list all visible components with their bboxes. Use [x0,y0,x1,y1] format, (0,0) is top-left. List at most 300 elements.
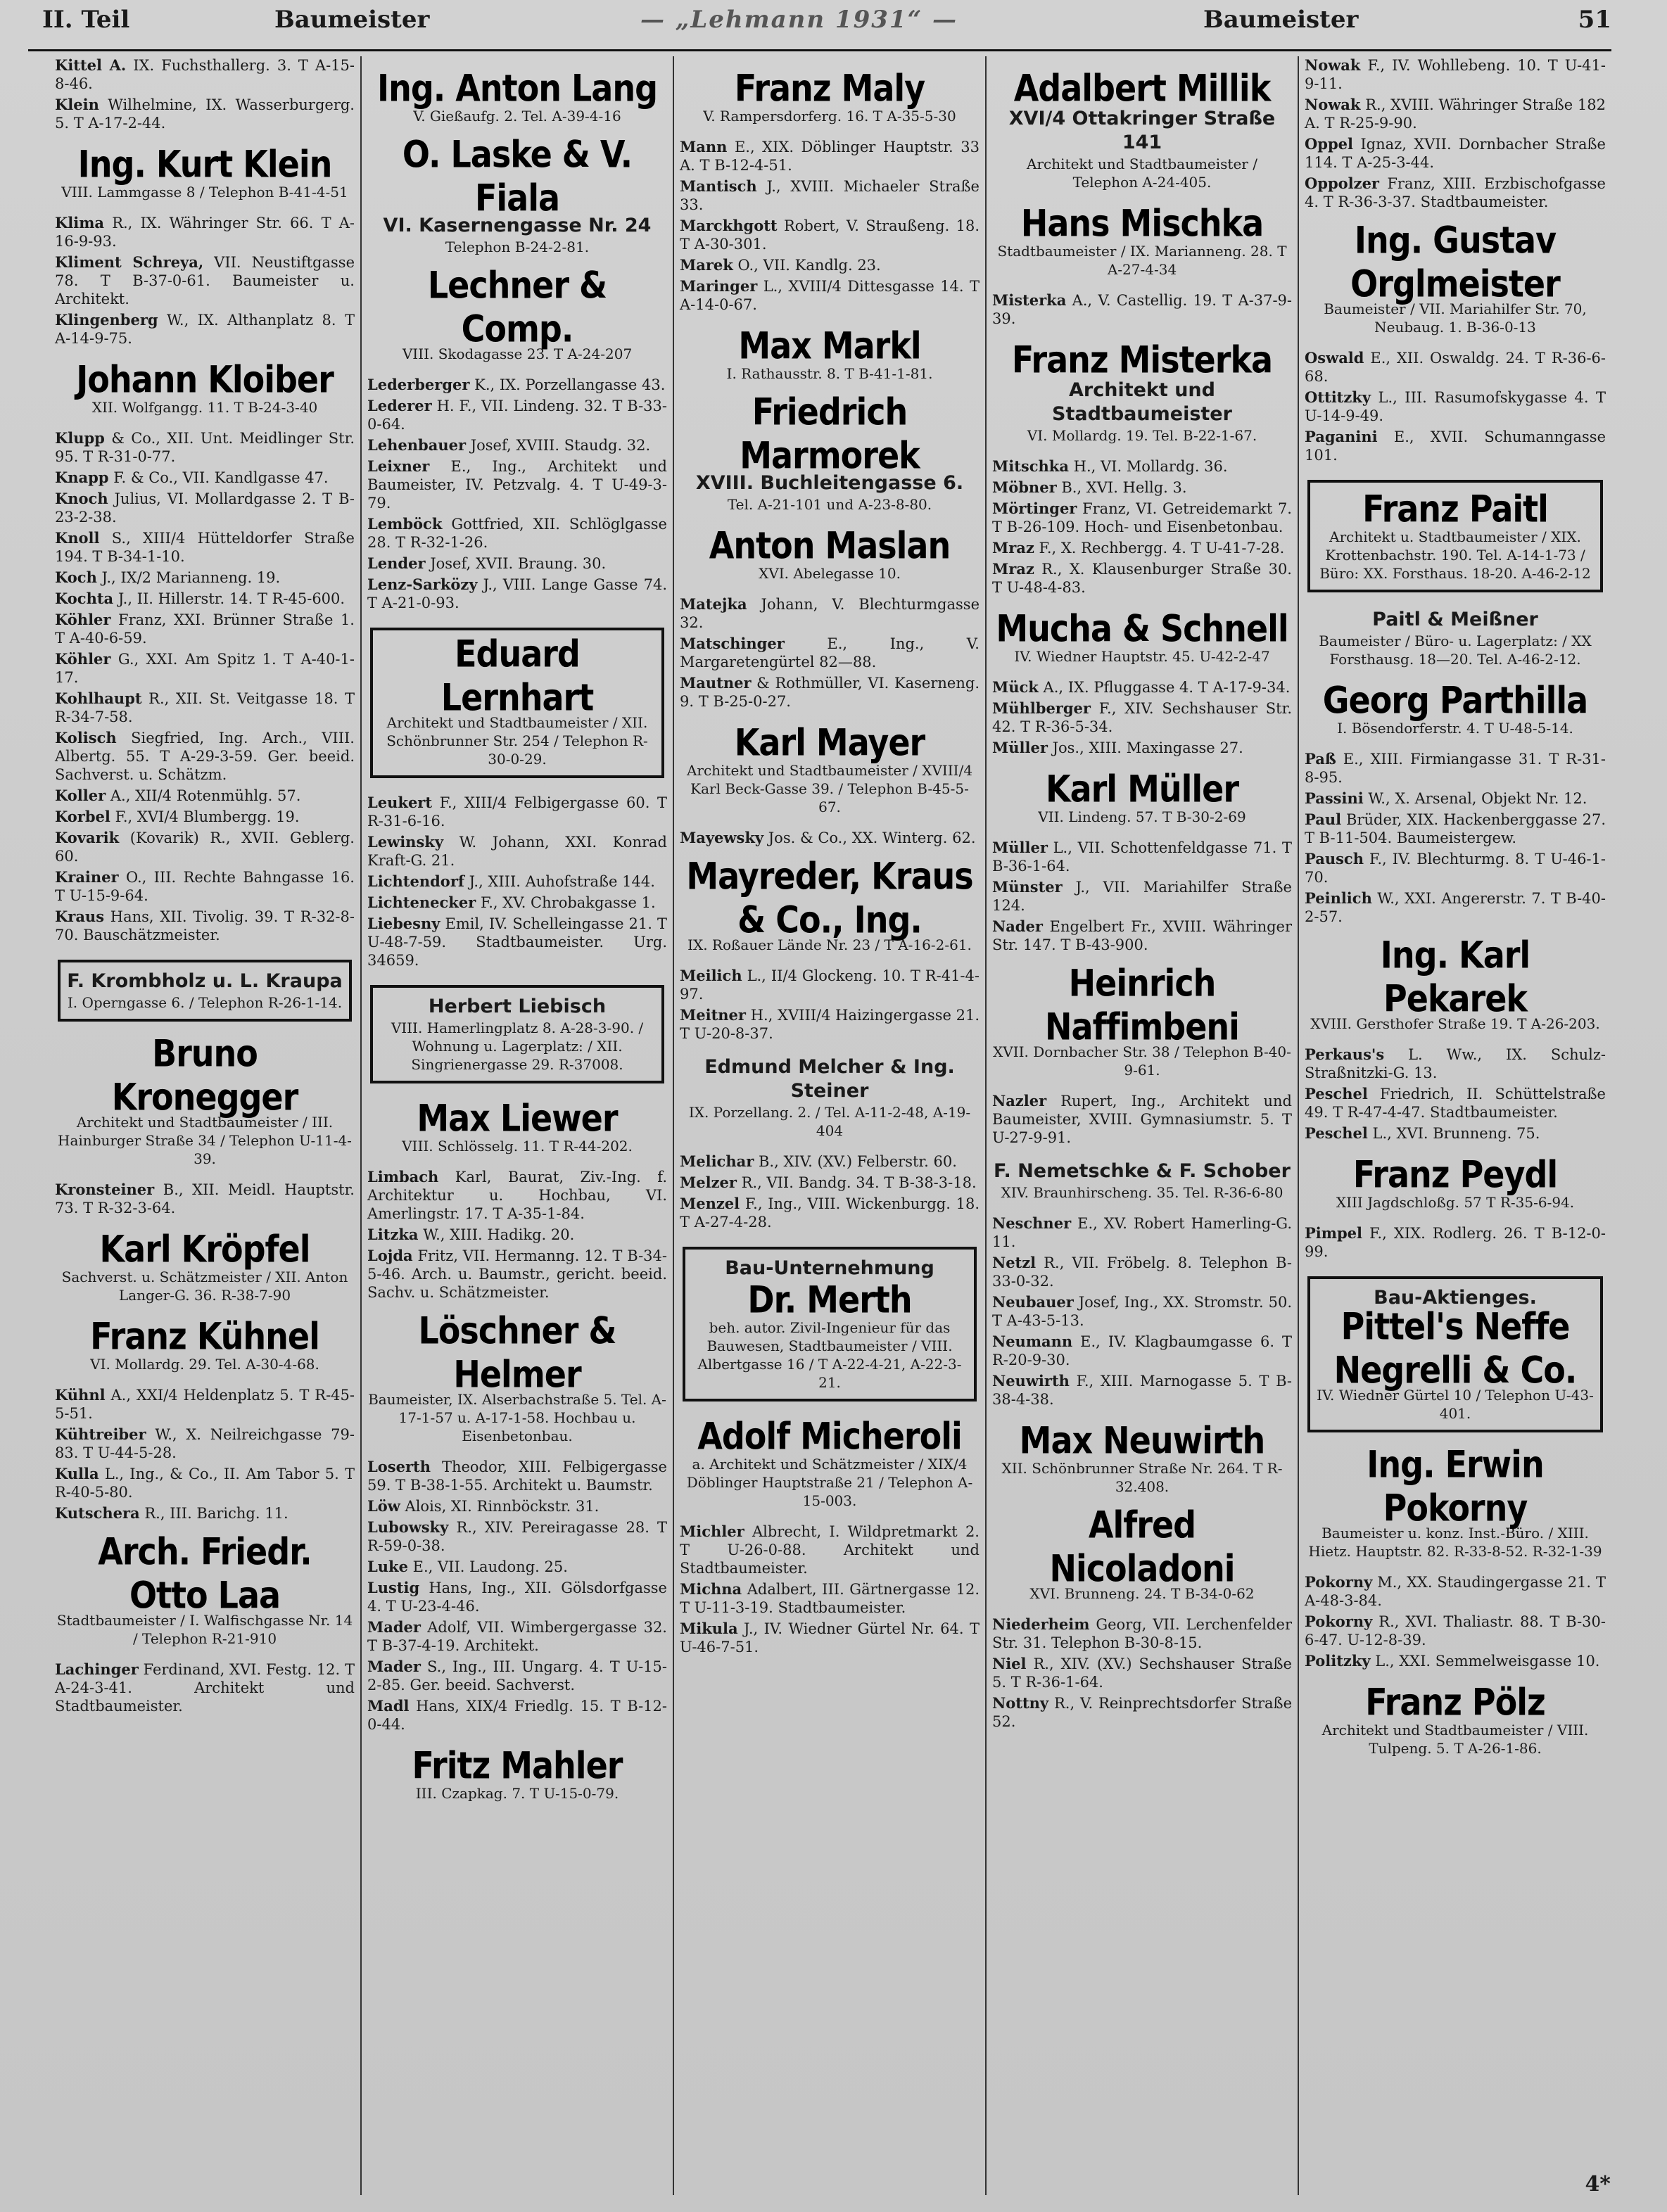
list-item [367,397,667,433]
advertisement [55,1314,355,1373]
ad-title: Johann Kloiber [76,357,334,402]
entry-details: E., IV. Klagbaumgasse 6. T R-20-9-30. [992,1333,1292,1368]
ad-details: Baumeister u. konz. Inst.-Büro. / XIII. Hietz. Hauptstr. 82. R-33-8-52. R-32-1-39 [1308,1525,1602,1560]
entry-name: Menzel [680,1195,740,1212]
ad-title: Franz Kühnel [90,1314,319,1359]
entry-name: Klupp [55,429,105,447]
entry-name: Knoch [55,490,108,507]
entry-name: Melichar [680,1152,754,1170]
entry-details: Wilhelmine, IX. Wasserburgerg. 5. T A-17-2-44. [55,96,355,132]
ad-details: Architekt und Stadtbaumeister / XVIII/4 Karl Beck-Gasse 39. / Telephon B-45-5-67. [686,762,973,815]
list-item [55,590,355,608]
advertisement [683,1247,977,1401]
entry-name: Matejka [680,595,747,613]
entry-details: F., XVI/4 Blumbergg. 19. [115,808,300,825]
entry-name: Lehenbauer [367,436,467,454]
entry-name: Kohlhaupt [55,689,142,707]
ad-details: VII. Lindeng. 57. T B-30-2-69 [1038,808,1246,825]
list-item [367,376,667,394]
ad-details: IV. Wiedner Gürtel 10 / Telephon U-43-401. [1317,1387,1594,1422]
entry-name: Lender [367,554,426,572]
list-item [55,868,355,905]
entry-details: R., III. Barichg. 11. [144,1505,289,1522]
entry-name: Melzer [680,1174,737,1191]
advertisement [1305,1152,1606,1212]
ad-details: XVI. Brunneng. 24. T B-34-0-62 [1029,1585,1255,1602]
list-item [1305,850,1606,886]
entry-name: Mraz [992,539,1034,557]
entry-details: R., VII. Fröbelg. 8. Telephon B-33-0-32. [992,1254,1292,1290]
entry-details: R., XIV. Pereiragasse 28. T R-59-0-38. [367,1519,668,1554]
list-item [680,829,980,847]
list-item [367,1579,667,1615]
advertisement [680,1413,980,1510]
ad-details: XII. Schönbrunner Straße Nr. 264. T R-32.408. [1001,1460,1283,1495]
entry-name: Misterka [992,291,1067,309]
advertisement [1307,1276,1603,1432]
ad-subtitle: Paitl & Meißner [1372,609,1538,630]
entry-name: Leukert [367,794,433,811]
list-item [55,650,355,687]
entry-name: Paul [1305,811,1342,828]
ad-title: Franz Paitl [1362,486,1548,531]
entry-details: S., Ing., III. Ungarg. 4. T U-15-2-85. Ger. beeid. Sachverst. [367,1658,668,1693]
advertisement [367,1743,667,1803]
advertisement [680,720,980,816]
list-item [367,1518,667,1555]
advertisement [680,853,980,954]
entry-details: L., III. Rasumofskygasse 4. T U-14-9-49. [1305,389,1606,424]
entry-name: Litzka [367,1226,419,1243]
entry-details: W., XXI. Angererstr. 7. T B-40-2-57. [1305,890,1606,925]
column-1 [49,56,362,2195]
list-item [680,967,980,1003]
entry-name: Pimpel [1305,1224,1363,1242]
entry-details: F. & Co., VII. Kandlgasse 47. [113,469,329,486]
entry-details: J., IV. Wiedner Gürtel Nr. 64. T U-46-7-51. [680,1620,980,1655]
ad-title: Ing. Anton Lang [376,65,657,110]
entry-name: Kraus [55,908,105,925]
list-item [680,674,980,711]
list-item [1305,428,1606,464]
entry-details: R., XVI. Thaliastr. 88. T B-30-6-47. U-12-8-39. [1305,1613,1606,1648]
list-item [992,878,1292,915]
list-item [55,787,355,805]
list-item [680,1620,980,1656]
list-item [992,500,1292,536]
list-item [680,635,980,671]
ad-subtitle: Bau-Aktienges. [1374,1287,1537,1309]
list-item [367,894,667,912]
entry-name: Nader [992,917,1043,935]
advertisement [680,389,980,514]
entry-name: Marek [680,256,733,274]
list-item [367,794,667,830]
entry-name: Ottitzky [1305,388,1371,406]
page-number: 51 [1578,6,1611,34]
list-item [367,1618,667,1655]
entry-details: F., IV. Blechturmg. 8. T U-46-1-70. [1305,851,1606,886]
advertisement [367,132,667,256]
list-item [55,1504,355,1523]
list-item [55,253,355,308]
list-item [55,1465,355,1501]
advertisement [55,1226,355,1304]
list-item [1305,1613,1606,1649]
entry-details: & Co., XII. Unt. Meidlinger Str. 95. T R-31-0-77. [55,430,355,465]
entry-name: Michler [680,1523,744,1540]
advertisement [680,1055,980,1140]
entry-name: Kolisch [55,729,117,746]
entry-details: Robert, V. Straußeng. 18. T A-30-301. [680,217,980,253]
list-item [1305,750,1606,787]
list-item [680,1174,980,1192]
entry-details: Jos. & Co., XX. Winterg. 62. [768,830,976,846]
entry-details: W., X. Arsenal, Objekt Nr. 12. [1368,790,1587,807]
ad-title: Mucha & Schnell [996,606,1288,651]
list-item [55,469,355,487]
ad-details: VI. Mollardg. 29. Tel. A-30-4-68. [90,1356,319,1373]
ad-details: XVIII. Gersthofer Straße 19. T A-26-203. [1310,1015,1600,1032]
entry-details: O., VII. Kandlg. 23. [737,257,881,274]
list-item [992,678,1292,697]
list-item [680,138,980,174]
list-item [680,1195,980,1231]
list-item [367,1697,667,1734]
entry-name: Leixner [367,457,430,475]
entry-details: Theodor, XIII. Felbigergasse 59. T B-38-1-55. Architekt u. Baumstr. [367,1458,667,1494]
entry-name: Oswald [1305,349,1364,367]
entry-name: Mader [367,1618,421,1636]
ad-title: Franz Pölz [1365,1679,1545,1724]
ad-title: Max Neuwirth [1019,1418,1265,1463]
list-item [367,833,667,870]
list-item [55,689,355,726]
signature-mark: 4* [1585,2172,1611,2197]
list-item [367,1558,667,1576]
entry-name: Münster [992,878,1063,896]
ad-subtitle: Herbert Liebisch [428,996,607,1017]
list-item [680,595,980,632]
entry-name: Madl [367,1697,410,1715]
list-item [1305,96,1606,132]
ad-details: Architekt und Stadtbaumeister / XII. Schönbrunner Str. 254 / Telephon R-30-0-29. [386,714,648,768]
entry-name: Lustig [367,1579,420,1596]
ad-details: a. Architekt und Schätzmeister / XIX/4 Döblinger Hauptstraße 21 / Telephon A-15-003. [686,1456,973,1509]
list-item [992,1254,1292,1290]
entry-details: A., XII/4 Rotenmühlg. 57. [110,787,301,804]
list-item [680,1152,980,1171]
entry-name: Mantisch [680,177,757,195]
advertisement [1307,480,1603,592]
advertisement [370,985,664,1083]
column-2 [362,56,674,2195]
entry-details: A., IX. Pfluggasse 4. T A-17-9-34. [1043,679,1291,696]
columns [49,56,1611,2195]
ad-title: Franz Maly [734,65,925,110]
entry-name: Kutschera [55,1504,140,1522]
entry-details: E., VII. Laudong. 25. [412,1558,568,1575]
list-item [367,576,667,612]
entry-name: Peinlich [1305,889,1372,907]
advertisement [992,1159,1292,1202]
entry-details: Adolf, VII. Wimbergergasse 32. T B-37-4-19. Architekt. [367,1619,667,1654]
entry-details: L. Ww., IX. Schulz-Straßnitzki-G. 13. [1305,1046,1606,1081]
entry-name: Kühtreiber [55,1425,146,1443]
list-item [55,1386,355,1423]
ad-title: Adolf Micheroli [697,1413,962,1458]
ad-details: Sachverst. u. Schätzmeister / XII. Anton Langer-G. 36. R-38-7-90 [61,1269,348,1304]
entry-name: Kronsteiner [55,1181,155,1198]
entry-details: M., XX. Staudingergasse 21. T A-48-3-84. [1305,1574,1606,1609]
ad-subtitle: XVI/4 Ottakringer Straße 141 [1008,108,1276,153]
entry-name: Mann [680,138,728,155]
ad-details: Architekt und Stadtbaumeister / Telephon A-24-405. [1027,155,1257,191]
list-item [1305,135,1606,172]
list-item [55,908,355,944]
ad-details: Stadtbaumeister / IX. Marianneng. 28. T A-27-4-34 [997,243,1287,278]
advertisement [55,357,355,417]
ad-title: Pittel's Neffe Negrelli & Co. [1333,1304,1577,1392]
entry-details: Hans, Ing., XII. Gölsdorfgasse 4. T U-23-4-46. [367,1579,667,1615]
list-item [367,554,667,573]
ad-title: Karl Mayer [734,720,925,765]
entry-details: Friedrich, II. Schüttelstraße 49. T R-47-4-47. Stadtbaumeister. [1305,1086,1606,1121]
list-item [680,1580,980,1617]
entry-name: Meilich [680,967,742,984]
list-item [55,96,355,132]
entry-name: Korbel [55,808,110,825]
ad-details: XVI. Abelegasse 10. [759,565,901,582]
list-item [1305,174,1606,211]
column-3 [674,56,987,2195]
ad-title: Ing. Erwin Pokorny [1367,1442,1544,1530]
entry-details: Franz, VI. Getreidemarkt 7. T B-26-109. Hoch- und Eisenbetonbau. [992,500,1292,535]
entry-name: Kliment Schreya, [55,253,204,271]
entry-details: J., XIII. Auhofstraße 144. [469,873,655,890]
entry-details: Hans, XII. Tivolig. 39. T R-32-8-70. Bauschätzmeister. [55,908,355,943]
entry-details: J., VII. Mariahilfer Straße 124. [992,879,1292,914]
ad-title: O. Laske & V. Fiala [402,132,633,220]
ad-title: Karl Müller [1045,766,1239,811]
entry-name: Perkaus's [1305,1045,1385,1063]
list-item [992,1293,1292,1330]
header-rule [28,49,1611,51]
entry-name: Mühlberger [992,699,1091,717]
entry-details: Engelbert Fr., XVIII. Währinger Str. 147. T B-43-900. [992,918,1292,953]
entry-details: B., XVI. Hellg. 3. [1061,479,1187,496]
entry-name: Kochta [55,590,114,607]
ad-details: IV. Wiedner Hauptstr. 45. U-42-2-47 [1014,648,1270,665]
list-item [367,915,667,970]
ad-details: V. Gießaufg. 2. Tel. A-39-4-16 [413,108,621,125]
entry-details: F., XV. Chrobakgasse 1. [480,894,656,911]
entry-name: Oppel [1305,135,1353,153]
ad-title: Max Liewer [417,1095,618,1140]
entry-details: Brüder, XIX. Hackenberggasse 27. T B-11-504. Baumeistergew. [1305,811,1606,846]
entry-details: L., VII. Schottenfeldgasse 71. T B-36-1-64. [992,839,1292,875]
advertisement [992,201,1292,279]
entry-details: E., XV. Robert Hamerling-G. 11. [992,1215,1292,1250]
advertisement [680,523,980,583]
ad-title: Ing. Gustav Orglmeister [1350,217,1560,306]
entry-details: E., Ing., Architekt und Baumeister, IV. Petzvalg. 4. T U-49-3-79. [367,458,667,511]
advertisement [367,262,667,363]
advertisement [1305,932,1606,1033]
list-item [1305,889,1606,926]
ad-details: Baumeister, IX. Alserbachstraße 5. Tel. A-17-1-57 u. A-17-1-58. Hochbau u. Eisenbetonbau. [368,1391,666,1444]
entry-name: Marckhgott [680,217,778,234]
ad-details: VI. Mollardg. 19. Tel. B-22-1-67. [1027,427,1257,444]
entry-name: Politzky [1305,1652,1371,1670]
list-item [55,311,355,348]
entry-details: Ferdinand, XVI. Festg. 12. T A-24-3-41. Architekt und Stadtbaumeister. [55,1661,355,1715]
entry-details: A., XXI/4 Heldenplatz 5. T R-45-5-51. [55,1387,355,1422]
ad-title: Anton Maslan [709,523,951,568]
entry-name: Lachinger [55,1660,139,1678]
list-item [55,56,355,93]
ad-subtitle: Architekt und Stadtbaumeister [1052,379,1232,425]
entry-details: VII. Neustiftgasse 78. T B-37-0-61. Baumeister u. Architekt. [55,254,355,307]
entry-details: Adalbert, III. Gärtnergasse 12. T U-11-3-19. Stadtbaumeister. [680,1581,980,1616]
list-item [1305,1573,1606,1610]
entry-name: Müller [992,739,1048,756]
list-item [1305,789,1606,808]
ad-details: Architekt und Stadtbaumeister / III. Hainburger Straße 34 / Telephon U-11-4-39. [58,1114,352,1167]
entry-name: Knapp [55,469,109,486]
entry-details: F., XIII/4 Felbigergasse 60. T R-31-6-16. [367,794,667,830]
list-item [992,1694,1292,1731]
ad-details: XVII. Dornbacher Str. 38 / Telephon B-40-9-61. [993,1043,1291,1079]
entry-name: Luke [367,1558,408,1575]
advertisement [992,65,1292,191]
entry-details: F., Ing., VIII. Wickenburgg. 18. T A-27-4-28. [680,1195,980,1231]
entry-name: Nowak [1305,56,1361,74]
ad-details: Baumeister / Büro- u. Lagerplatz: / XX Forsthausg. 18—20. Tel. A-46-2-12. [1319,633,1592,668]
list-item [1305,56,1606,93]
list-item [55,529,355,566]
entry-name: Löw [367,1497,400,1515]
entry-name: Mraz [992,560,1034,578]
ad-subtitle: Bau-Unternehmung [725,1257,934,1279]
entry-details: J., IX/2 Marianneng. 19. [101,569,281,586]
entry-details: (Kovarik) R., XVII. Geblerg. 60. [55,830,355,865]
entry-name: Kittel A. [55,56,127,74]
entry-details: F., IV. Wohllebeng. 10. T U-41-9-11. [1305,57,1606,92]
list-item [55,808,355,826]
entry-name: Meitner [680,1006,746,1024]
entry-name: Köhler [55,650,111,668]
entry-name: Netzl [992,1254,1037,1271]
list-item [992,1092,1292,1147]
list-item [992,291,1292,328]
entry-details: IX. Fuchsthallerg. 3. T A-15-8-46. [55,57,355,92]
list-item [55,611,355,647]
list-item [992,1372,1292,1409]
entry-name: Peschel [1305,1085,1368,1102]
ad-subtitle: VI. Kasernengasse Nr. 24 [383,215,652,236]
entry-details: F., XIV. Sechshauser Str. 42. T R-36-5-34. [992,700,1292,735]
list-item [992,699,1292,736]
list-item [992,739,1292,757]
ad-details: III. Czapkag. 7. T U-15-0-79. [415,1785,619,1802]
list-item [992,478,1292,497]
ad-title: Friedrich Marmorek [740,389,920,478]
list-item [992,560,1292,597]
list-item [680,256,980,274]
entry-details: Julius, VI. Mollardgasse 2. T B-23-2-38. [55,490,355,526]
ad-title: Löschner & Helmer [418,1308,616,1397]
ad-details: I. Bösendorferstr. 4. T U-48-5-14. [1337,720,1573,737]
list-item [1305,1124,1606,1143]
entry-details: G., XXI. Am Spitz 1. T A-40-1-17. [55,651,355,686]
section-label: II. Teil [42,6,130,34]
ad-details: Architekt u. Stadtbaumeister / XIX. Krottenbachstr. 190. Tel. A-14-1-73 / Büro: XX. Forsthaus. 18-20. A-46-2-12 [1319,528,1591,582]
entry-details: Siegfried, Ing. Arch., VIII. Albertg. 55. T A-29-3-59. Ger. beeid. Sachverst. u. Schätzm. [55,730,355,783]
entry-name: Klingenberg [55,311,158,329]
entry-details: L., II/4 Glockeng. 10. T R-41-4-97. [680,967,980,1003]
ad-title: Ing. Karl Pekarek [1380,932,1530,1021]
list-item [55,729,355,784]
ad-details: XIII Jagdschloßg. 57 T R-35-6-94. [1336,1194,1575,1211]
entry-name: Mikula [680,1620,738,1637]
advertisement [1305,1442,1606,1561]
entry-name: Lichtenecker [367,894,476,911]
entry-details: F., XIII. Marnogasse 5. T B-38-4-38. [992,1373,1292,1408]
entry-name: Pokorny [1305,1613,1373,1630]
advertisement [370,628,664,778]
ad-title: Eduard Lernhart [440,631,594,720]
ad-details: Baumeister / VII. Mariahilfer Str. 70, Neubaug. 1. B-36-0-13 [1324,300,1587,336]
advertisement [1305,1679,1606,1757]
list-item [367,1247,667,1302]
entry-details: Jos., XIII. Maxingasse 27. [1052,739,1243,756]
entry-name: Müller [992,839,1048,856]
entry-details: Alois, XI. Rinnböckstr. 31. [405,1498,600,1515]
list-item [367,1497,667,1515]
ad-details: XII. Wolfgangg. 11. T B-24-3-40 [91,399,318,416]
entry-details: Rupert, Ing., Architekt und Baumeister, XVIII. Gymnasiumstr. 5. T U-27-9-91. [992,1093,1292,1146]
entry-name: Loserth [367,1458,431,1475]
list-item [680,277,980,314]
list-item [367,1658,667,1694]
entry-name: Mautner [680,674,752,692]
entry-details: Hans, XIX/4 Friedlg. 15. T B-12-0-44. [367,1698,667,1733]
ad-details: IX. Roßauer Lände Nr. 23 / T A-16-2-61. [687,936,972,953]
entry-details: O., III. Rechte Bahngasse 16. T U-15-9-64. [55,869,355,904]
entry-details: Franz, XIII. Erzbischofgasse 4. T R-36-3-37. Stadtbaumeister. [1305,175,1606,210]
advertisement [1305,678,1606,737]
list-item [992,1655,1292,1691]
advertisement [367,65,667,125]
entry-name: Klima [55,214,105,231]
entry-details: J., XVIII. Michaeler Straße 33. [680,178,980,213]
entry-name: Mück [992,678,1039,696]
entry-name: Lederberger [367,376,470,393]
entry-name: Pokorny [1305,1573,1373,1591]
entry-name: Mayewsky [680,829,764,846]
entry-details: B., XII. Meidl. Hauptstr. 73. T R-32-3-64. [55,1181,355,1216]
entry-name: Nottny [992,1694,1049,1712]
ad-title: Fritz Mahler [412,1743,623,1788]
entry-details: Fritz, VII. Hermanng. 12. T B-34-5-46. Arch. u. Baumstr., gericht. beeid. Sachv. u. Schätzmeister. [367,1247,667,1301]
list-item [992,1333,1292,1369]
ad-subtitle: F. Krombholz u. L. Kraupa [67,970,343,992]
ad-details: Tel. A-21-101 und A-23-8-80. [727,496,932,513]
entry-details: R., XVIII. Währinger Straße 182 A. T R-25-9-90. [1305,96,1606,132]
entry-name: Kovarik [55,829,120,846]
entry-name: Limbach [367,1168,439,1186]
